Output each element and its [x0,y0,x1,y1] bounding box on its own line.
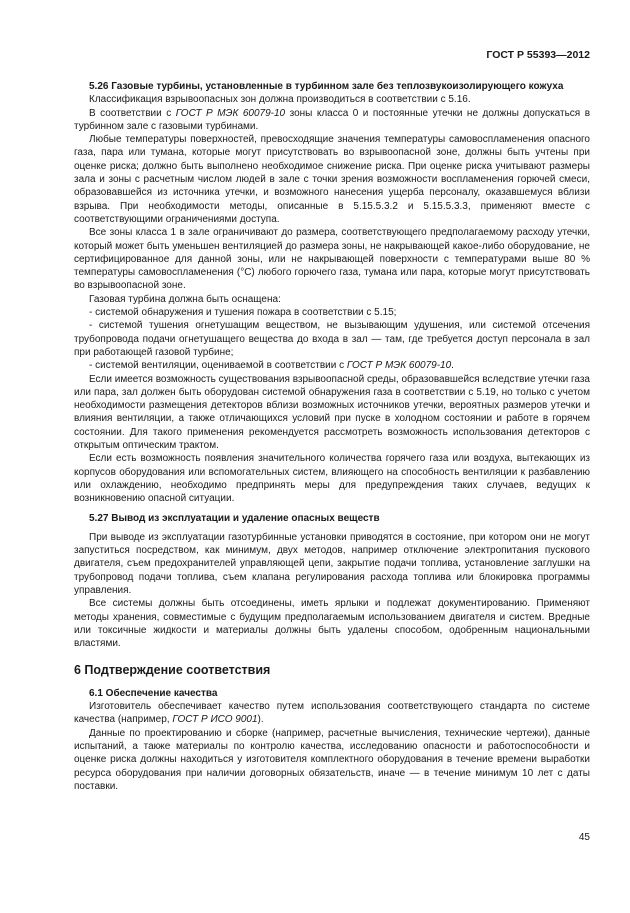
paragraph: Все системы должны быть отсоединены, иметь ярлыки и подлежат документированию. Применяют методы хранения, совместимые с будущим предполагаемым использованием двигателя и систем. Вредные или токсичные жидкости и материалы должны быть удалены способом, одобренным национальными властями. [74,598,590,650]
text: ). [257,714,264,726]
section-5-27-title: 5.27 Вывод из эксплуатации и удаление опасных веществ [89,512,380,524]
paragraph: Все зоны класса 1 в зале ограничивают до размера, соответствующего предполагаемому расходу утечки, который может быть уменьшен вентиляцией до размера зоны, не накрывающей какое-либо оборудование, не сертифицированное для данной зоны, или не накрывающей поверхности с температурами выше 80 % температуры самовоспламенения (°С) любого горючего газа, тумана или пара, которые могут присутствовать во взрывоопасной зоне. [74,227,590,292]
paragraph: Если есть возможность появления значительного количества горячего газа или воздуха, вытекающих из корпусов оборудования или вспомогательных систем, влияющего на способность вентиляции к разбавлению или охлаждению, необходимо предпринять меры для предупреждения таких случаев, ведущих к возникновению опасной ситуации. [74,453,590,505]
paragraph [74,700,590,727]
text: Изготовитель обеспечивает качество путем использования соответствующего стандарта по системе качества (например, [74,701,590,726]
text: зоны класса 0 и постоянные утечки не должны допускаться в турбинном зале с газовыми турбинами. [74,107,591,132]
page-number: 45 [578,832,590,843]
paragraph: Если имеется возможность существования взрывоопасной среды, образовавшейся вследствие утечки газа или пара, зал должен быть оборудован системой обнаружения газа в соответствии с 5.19, но только с учетом необходимости размещения детекторов вблизи возможных источников утечки, вероятных размеров утечки и влияния вентиляции, а также отличающихся условий при пуске в холодном состоянии и работе в горячем состоянии. Для такого применения рекомендуется рассмотреть возможность использования детекторов с открытым оптическим трактом. [74,373,590,452]
list-item: - системой обнаружения и тушения пожара в соответствии с 5.15; [89,307,397,319]
standard-reference: ГОСТ Р ИСО 9001 [172,714,258,726]
paragraph [74,107,590,134]
section-6-1-title: 6.1 Обеспечение качества [89,687,218,699]
section-6-title: 6 Подтверждение соответствия [74,663,271,678]
standard-reference: ГОСТ Р МЭК 60079-10 [346,360,452,372]
list-item: - системой тушения огнетушащим веществом, не вызывающим удушения, или системой отсечения трубопровода подачи огнетушащего вещества до входа в зал — там, где требуется доступ персонала в зал при работающей газовой турбине; [74,320,590,358]
text: - системой вентиляции, оцениваемой в соответствии с [89,360,347,372]
list-item [74,359,590,372]
paragraph: Газовая турбина должна быть оснащена: [89,293,281,305]
paragraph: Любые температуры поверхностей, превосходящие значения температуры самовоспламенения опасного газа, пара или тумана, которые могут присутствовать во взрывоопасной зоне, должны быть учтены при оценке риска; должно быть выполнено необходимое снижение риска. При оценке риска учитывают размеры зала и зоны с расчетным числом людей в зале с точки зрения возможности воспламенения горючей смеси, образовавшейся из источника утечки, и возможного нанесения ущерба персоналу, оказавшемуся вблизи взрыва. При необходимости методы, описанные в 5.15.5.3.2 и 5.15.5.3.3, применяют вместе с соответствующими ограничениями доступа. [74,134,590,225]
text: В соответствии с [89,107,176,119]
paragraph: Данные по проектированию и сборке (например, расчетные вычисления, технические чертежи), данные испытаний, а также материалы по контролю качества, исследованию опасности и работоспособности и оценке риска должны находиться у изготовителя комплектного оборудования в течение времени выработки ресурса оборудования при наличии договорных обязательств, иначе — в течение минимум 10 лет с даты поставки. [74,727,590,792]
text: . [451,360,454,372]
paragraph: При выводе из эксплуатации газотурбинные установки приводятся в состояние, при котором они не могут запуститься посредством, как минимум, двух методов, например отключение электропитания пускового двигателя, съем предохранителей управляющей цепи, закрытие подачи топлива, установление заглушки на трубопровод подачи топлива, съем клапана регулирования расхода топлива или блокировка программы управления. [74,531,590,596]
paragraph: Классификация взрывоопасных зон должна производиться в соответствии с 5.16. [89,94,471,106]
document-header: ГОСТ Р 55393—2012 [486,49,590,61]
section-5-26-title: 5.26 Газовые турбины, установленные в турбинном зале без теплозвукоизолирующего кожуха [89,81,564,92]
standard-reference: ГОСТ Р МЭК 60079-10 [175,107,286,119]
document-body [74,80,590,793]
